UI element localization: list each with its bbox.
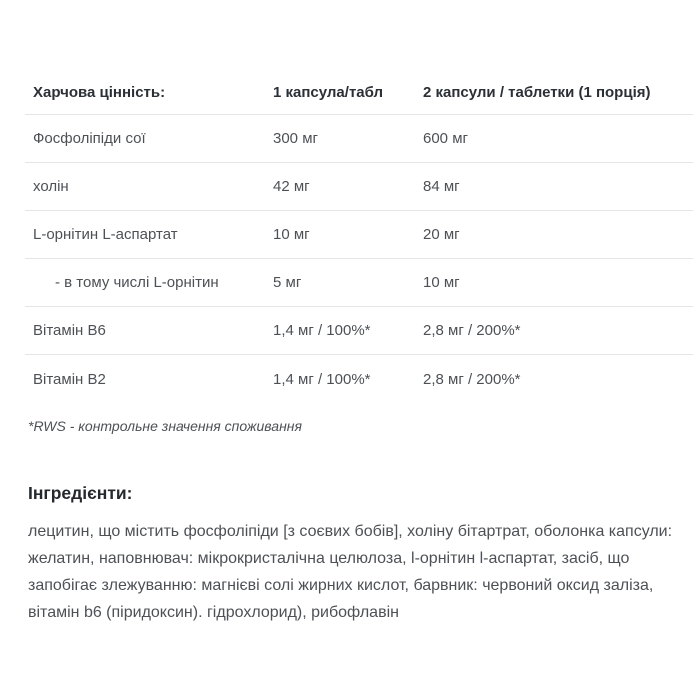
column-header-per-capsule: 1 капсула/табл (273, 84, 384, 101)
nutrient-name: Вітамін B6 (33, 322, 106, 339)
nutrient-per-capsule: 1,4 мг / 100%* (273, 370, 371, 388)
nutrition-table (25, 82, 693, 403)
column-header-per-serving: 2 капсули / таблетки (1 порція) (423, 84, 651, 101)
nutrient-name: - в тому числі L-орнітин (55, 274, 219, 291)
nutrient-per-serving: 20 мг (423, 226, 460, 243)
ingredients-text: лецитин, що містить фосфоліпіди [з соєвих бобів], холіну бітартрат, оболонка капсули: желатин, наповнювач: мікрокристалічна целюлоза, l-орнітин l-аспартат, засіб, що запобігає злежуванню: магнієві солі жирних кислот, барвник: червоний оксид заліза, вітамін b6 (піридоксин). гідрохлорид), рибофлавін (28, 523, 673, 621)
nutrient-per-capsule: 42 мг (273, 178, 310, 195)
table-row-ornithine-included (25, 259, 693, 307)
nutrient-per-capsule: 10 мг (273, 226, 310, 243)
nutrient-name: L-орнітин L-аспартат (33, 226, 178, 243)
table-row-ornithine-aspartate (25, 211, 693, 259)
nutrient-name: Вітамін B2 (33, 370, 106, 388)
nutrient-per-capsule: 300 мг (273, 130, 318, 147)
table-row-vitamin-b6 (25, 307, 693, 355)
rws-footnote: *RWS - контрольне значення споживання (28, 418, 302, 434)
nutrient-name: Фосфоліпіди сої (33, 130, 146, 147)
table-row-phospholipids (25, 115, 693, 163)
ingredients-heading: Інгредієнти: (28, 483, 133, 503)
nutrient-per-serving: 84 мг (423, 178, 460, 195)
nutrient-per-serving: 10 мг (423, 274, 460, 291)
nutrient-per-capsule: 5 мг (273, 274, 302, 291)
nutrient-per-serving: 2,8 мг / 200%* (423, 370, 521, 388)
table-header-row (25, 82, 693, 115)
nutrient-per-serving: 600 мг (423, 130, 468, 147)
nutrient-name: холін (33, 178, 69, 195)
nutrient-per-serving: 2,8 мг / 200%* (423, 322, 521, 339)
table-row-choline (25, 163, 693, 211)
table-row-vitamin-b2 (25, 355, 693, 403)
column-header-nutrition-value: Харчова цінність: (33, 84, 166, 101)
nutrient-per-capsule: 1,4 мг / 100%* (273, 322, 371, 339)
